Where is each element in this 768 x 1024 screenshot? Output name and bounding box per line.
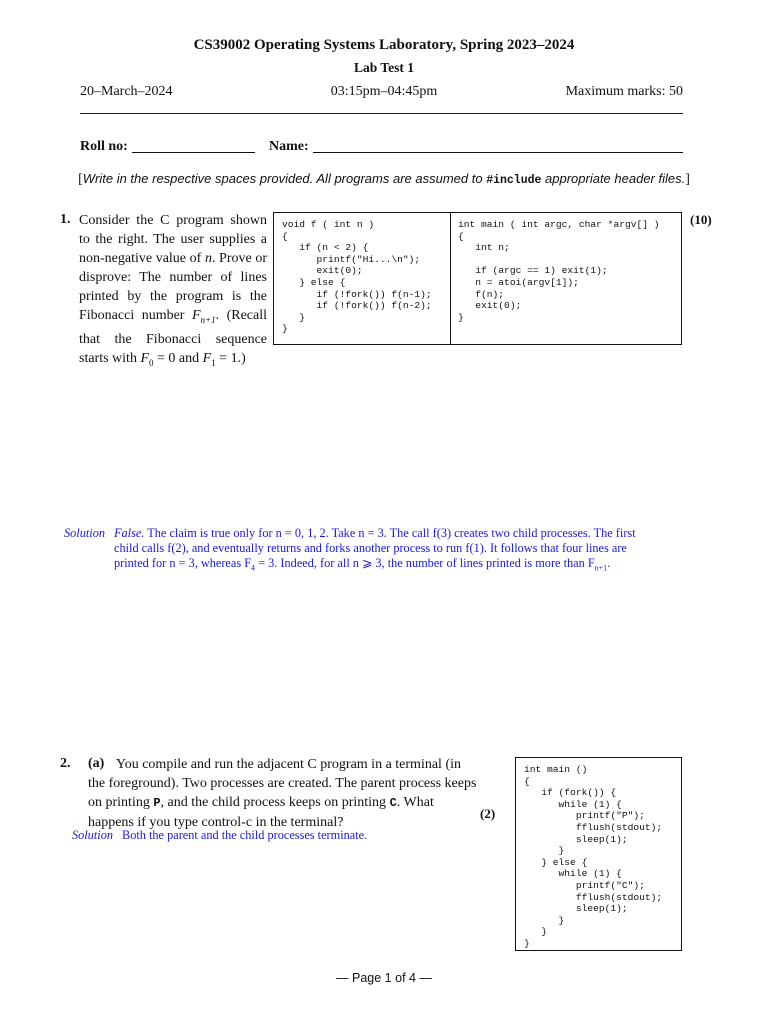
roll-field[interactable]: [132, 152, 255, 153]
q2-marks: (2): [480, 806, 496, 821]
test-title: Lab Test 1: [353, 60, 415, 75]
q1-solution-text: False. The claim is true only for n = 0, 1, 2. Take n = 3. The call f(3) creates two child processes. The first child calls f(2), and eventually returns and forks another process to run f(1). It follows that four lines are printed for n = 3, whereas $F_4 = 3$. Indeed, for all n ⩾ 3, the number of lines printed is more than $F_{n+1}$.: [114, 526, 636, 573]
exam-date: 20–March–2024: [80, 84, 173, 99]
name-field[interactable]: [313, 152, 683, 153]
header-divider: [80, 113, 683, 114]
q1-marks: (10): [690, 212, 712, 227]
q1-code-function-f: void f ( int n ) { if (n < 2) { printf("Hi...\n"); exit(0); } else { if (!fork()) f(n-1); if (!fork()) f(n-2); } }: [282, 219, 432, 335]
name-label: Name:: [269, 139, 309, 154]
page-footer: — Page 1 of 4 —: [336, 971, 432, 985]
q2-code-box: [515, 757, 682, 951]
q2-part-a: (a): [88, 756, 105, 771]
q1-number: 1.: [60, 212, 71, 227]
q1-code-box: [273, 212, 682, 345]
course-title: CS39002 Operating Systems Laboratory, Spring 2023–2024: [193, 37, 575, 53]
q1-code-divider: [450, 213, 451, 344]
q2-solution-text: Both the parent and the child processes terminate.: [122, 828, 368, 842]
q2-solution-label: Solution: [72, 828, 113, 842]
q2-number: 2.: [60, 756, 71, 771]
q2-text: You compile and run the adjacent C program in a terminal (in the foreground). Two processes are created. The parent process keeps on printing P, and the child process keeps on printing C. What happens if you type control-c in the terminal?: [88, 757, 477, 830]
q1-text: Consider the C program shown to the right. The user supplies a non-negative value of n. Prove or disprove: The number of lines printed by the program is the Fibonacci number $F_{n+1}$. (Recall that the Fibonacci sequence starts with $F_0 = 0$ and $F_1 = 1$.): [79, 213, 268, 368]
q1-code-main: int main ( int argc, char *argv[] ) { int n; if (argc == 1) exit(1); n = atoi(argv[1]); f(n); exit(0); }: [458, 219, 660, 323]
q2-code: int main () { if (fork()) { while (1) { printf("P"); fflush(stdout); sleep(1); } } else { while (1) { printf("C"); fflush(stdout); sleep(1); } } }: [524, 764, 663, 949]
roll-label: Roll no:: [80, 139, 128, 154]
q1-solution-label: Solution: [64, 526, 105, 540]
exam-time: 03:15pm–04:45pm: [330, 84, 438, 99]
instructions: [Write in the respective spaces provided. All programs are assumed to #include appropriate header files.]: [78, 171, 690, 187]
max-marks: Maximum marks: 50: [565, 84, 683, 99]
